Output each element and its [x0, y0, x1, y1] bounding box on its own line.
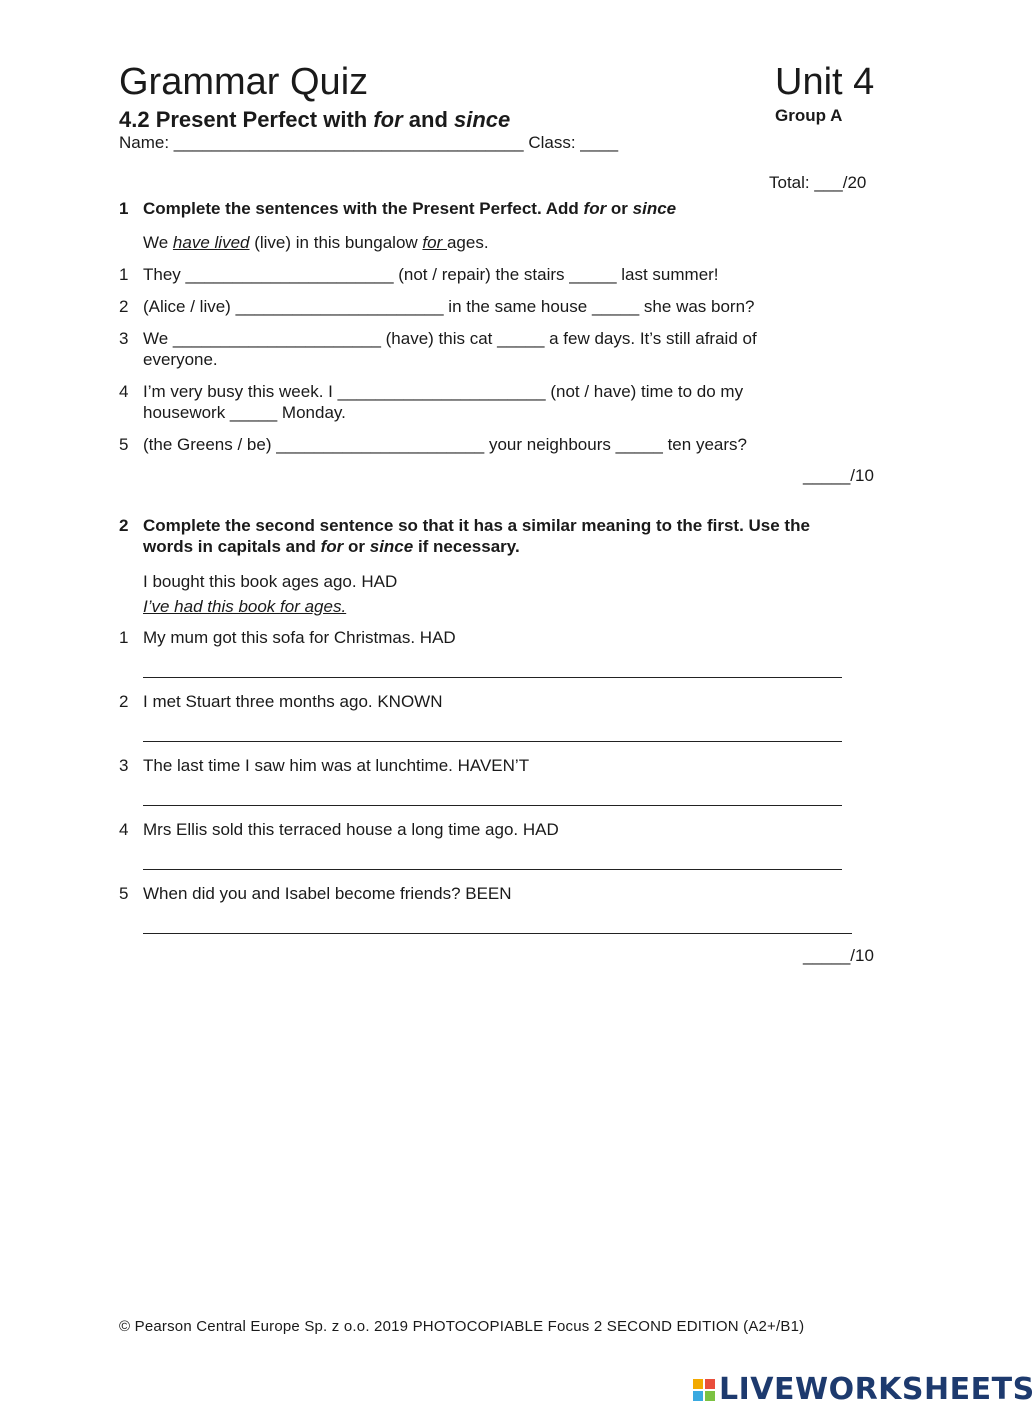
question-text[interactable]: (the Greens / be) ______________________ your neighbours _____ ten years?: [143, 435, 747, 454]
instruction-text: Complete the sentences with the Present Perfect. Add: [143, 199, 584, 218]
subtitle-since: since: [454, 107, 511, 132]
item-number: 5: [119, 884, 129, 903]
logo-square: [705, 1379, 715, 1389]
question-text: Mrs Ellis sold this terraced house a long time ago. HAD: [143, 820, 559, 839]
answer-line[interactable]: [143, 933, 852, 934]
item-number: 2: [119, 692, 129, 711]
question-text: I met Stuart three months ago. KNOWN: [143, 692, 443, 711]
quiz-title: Grammar Quiz: [119, 61, 369, 103]
section-2-instruction: Complete the second sentence so that it has a similar meaning to the first. Use the: [143, 516, 810, 535]
logo-squares-icon: [693, 1379, 715, 1401]
section-2-number: 2: [119, 516, 129, 535]
subtitle-for: for: [373, 107, 403, 132]
example-answer: I’ve had this book for ages.: [143, 597, 347, 616]
item-number: 2: [119, 297, 129, 316]
copyright-footer: © Pearson Central Europe Sp. z o.o. 2019 PHOTOCOPIABLE Focus 2 SECOND EDITION (A2+/B1): [119, 1318, 805, 1335]
instruction-end: if necessary.: [413, 537, 520, 556]
item-number: 4: [119, 820, 129, 839]
quiz-subtitle: [119, 105, 510, 135]
instruction-since: since: [632, 199, 677, 218]
item-number: 3: [119, 756, 129, 775]
question-text: When did you and Isabel become friends? BEEN: [143, 884, 512, 903]
answer-line[interactable]: [143, 741, 842, 742]
instruction-or: or: [343, 537, 370, 556]
instruction-for: for: [320, 537, 344, 556]
section-2-score: _____/10: [803, 946, 874, 965]
section-1-example: [143, 232, 873, 253]
instruction-for: for: [583, 199, 607, 218]
example-pre: We: [143, 233, 173, 252]
example-post: ages.: [446, 233, 489, 252]
answer-line[interactable]: [143, 805, 842, 806]
instruction-or: or: [606, 199, 633, 218]
total-score: Total: ___/20: [769, 173, 867, 192]
question-text[interactable]: (Alice / live) ______________________ in the same house _____ she was born?: [143, 297, 755, 316]
subtitle-and: and: [402, 107, 454, 132]
question-text-cont[interactable]: housework _____ Monday.: [143, 403, 346, 422]
section-1-number: 1: [119, 199, 129, 218]
example-word: for: [422, 233, 447, 252]
example-mid: (live) in this bungalow: [249, 233, 423, 252]
answer-line[interactable]: [143, 869, 842, 870]
example-sentence: I bought this book ages ago. HAD: [143, 572, 398, 591]
question-text[interactable]: We ______________________ (have) this cat _____ a few days. It’s still afraid of: [143, 329, 757, 348]
question-text-cont: everyone.: [143, 350, 218, 369]
item-number: 5: [119, 435, 129, 454]
instruction-text: words in capitals and: [143, 537, 321, 556]
item-number: 4: [119, 382, 129, 401]
unit-label: Unit 4: [775, 61, 875, 103]
answer-line[interactable]: [143, 677, 842, 678]
logo-square: [705, 1391, 715, 1401]
subtitle-text: 4.2 Present Perfect with: [119, 107, 374, 132]
question-text[interactable]: They ______________________ (not / repair) the stairs _____ last summer!: [143, 265, 719, 284]
item-number: 1: [119, 265, 129, 284]
logo-square: [693, 1391, 703, 1401]
question-text: My mum got this sofa for Christmas. HAD: [143, 628, 456, 647]
question-text[interactable]: I’m very busy this week. I ______________________ (not / have) time to do my: [143, 382, 744, 401]
item-number: 1: [119, 628, 129, 647]
liveworksheets-logo[interactable]: [693, 1372, 1035, 1407]
section-1-score: _____/10: [803, 466, 874, 485]
name-class-line: Name: _____________________________________ Class: ____: [119, 133, 619, 152]
section-2-instruction-cont: [143, 536, 873, 557]
logo-square: [693, 1379, 703, 1389]
question-text: The last time I saw him was at lunchtime. HAVEN’T: [143, 756, 530, 775]
item-number: 3: [119, 329, 129, 348]
group-label: Group A: [775, 106, 843, 125]
instruction-since: since: [369, 537, 414, 556]
logo-text: LIVEWORKSHEETS: [719, 1372, 1035, 1407]
example-answer: have lived: [172, 233, 250, 252]
section-1-instruction: [143, 198, 873, 219]
